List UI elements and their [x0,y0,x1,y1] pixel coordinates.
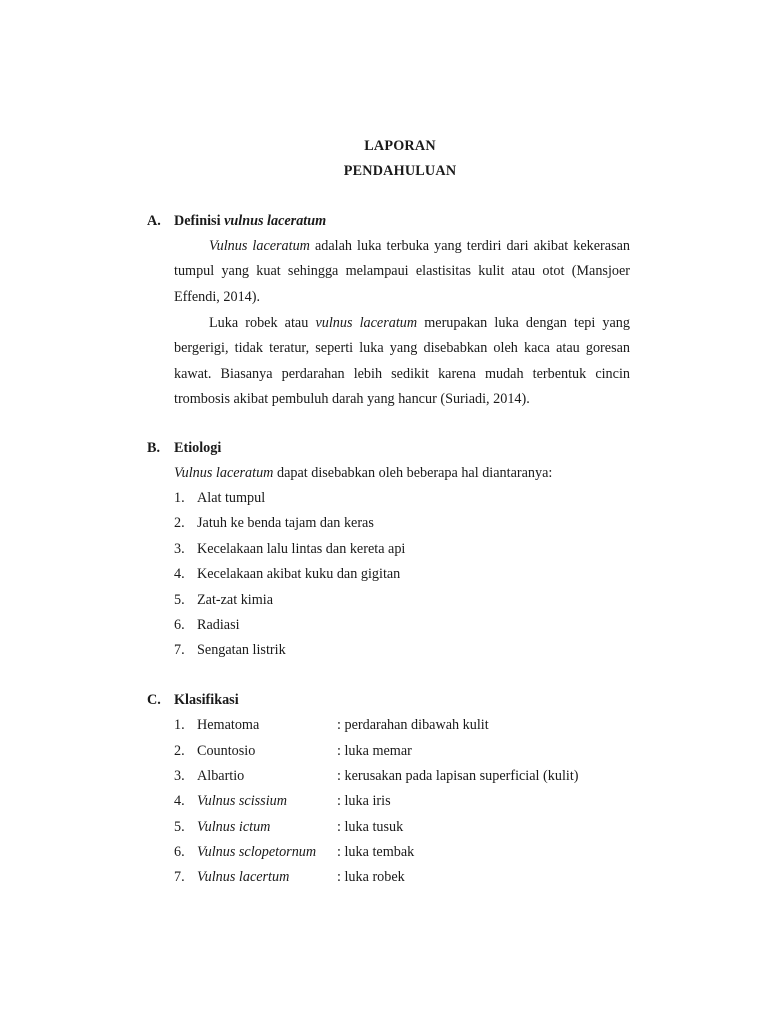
etiologi-number: 5. [174,592,185,608]
klasifikasi-term: Countosio [197,743,256,759]
section-a-paragraph-1 [174,234,630,310]
klasifikasi-term: Vulnus lacertum [197,869,290,885]
section-b-title: Etiologi [174,440,222,456]
klasifikasi-term: Vulnus scissium [197,793,287,809]
etiologi-item: Kecelakaan lalu lintas dan kereta api [197,541,406,557]
klasifikasi-number: 5. [174,819,185,835]
klasifikasi-term: Albartio [197,768,245,784]
etiologi-item: Sengatan listrik [197,642,286,658]
klasifikasi-number: 7. [174,869,185,885]
etiologi-number: 7. [174,642,185,658]
klasifikasi-desc: : perdarahan dibawah kulit [337,717,489,733]
klasifikasi-term: Vulnus ictum [197,819,271,835]
klasifikasi-number: 4. [174,793,185,809]
section-c-letter: C. [147,692,161,708]
etiologi-item: Zat-zat kimia [197,592,274,608]
klasifikasi-term: Hematoma [197,717,260,733]
b-intro-text: dapat disebabkan oleh beberapa hal diantaranya: [273,465,553,481]
etiologi-item: Jatuh ke benda tajam dan keras [197,515,374,531]
klasifikasi-number: 6. [174,844,185,860]
klasifikasi-desc: : kerusakan pada lapisan superficial (kulit) [337,768,579,784]
section-a-title [174,213,326,230]
title-laporan: LAPORAN [364,138,436,154]
section-a-letter: A. [147,213,161,229]
etiologi-item: Alat tumpul [197,490,266,506]
b-intro-italic: Vulnus laceratum [174,465,274,481]
p2-lead: Luka robek atau [209,315,316,331]
p1-text: adalah luka terbuka yang terdiri dari akibat kekerasan tumpul yang kuat sehingga melampaui elastisitas kulit atau otot (Mansjoer Effendi, 2014). [174,238,630,305]
klasifikasi-number: 3. [174,768,185,784]
section-a-title-italic: vulnus laceratum [224,213,327,229]
title-pendahuluan: PENDAHULUAN [343,163,457,179]
etiologi-item: Radiasi [197,617,240,633]
section-a-paragraph-2 [174,311,630,412]
section-a-title-plain: Definisi [174,213,225,229]
klasifikasi-desc: : luka memar [337,743,412,759]
klasifikasi-term: Vulnus sclopetornum [197,844,317,860]
klasifikasi-number: 1. [174,717,185,733]
p2-text: merupakan luka dengan tepi yang bergerigi, tidak teratur, seperti luka yang disebabkan oleh kaca atau goresan kawat. Biasanya perdarahan lebih sedikit karena mudah terbentuk cincin trombosis akibat pembuluh darah yang hancur (Suriadi, 2014). [174,315,630,407]
klasifikasi-desc: : luka iris [337,793,391,809]
p1-italic-lead: Vulnus laceratum [209,238,310,254]
klasifikasi-desc: : luka robek [337,869,405,885]
klasifikasi-number: 2. [174,743,185,759]
section-b-letter: B. [147,440,161,456]
section-b-intro [174,465,552,482]
klasifikasi-desc: : luka tusuk [337,819,404,835]
section-c-title: Klasifikasi [174,692,239,708]
etiologi-number: 6. [174,617,185,633]
p2-italic: vulnus laceratum [315,315,418,331]
etiologi-number: 1. [174,490,185,506]
klasifikasi-desc: : luka tembak [337,844,415,860]
etiologi-item: Kecelakaan akibat kuku dan gigitan [197,566,401,582]
etiologi-number: 2. [174,515,185,531]
etiologi-number: 4. [174,566,185,582]
etiologi-number: 3. [174,541,185,557]
